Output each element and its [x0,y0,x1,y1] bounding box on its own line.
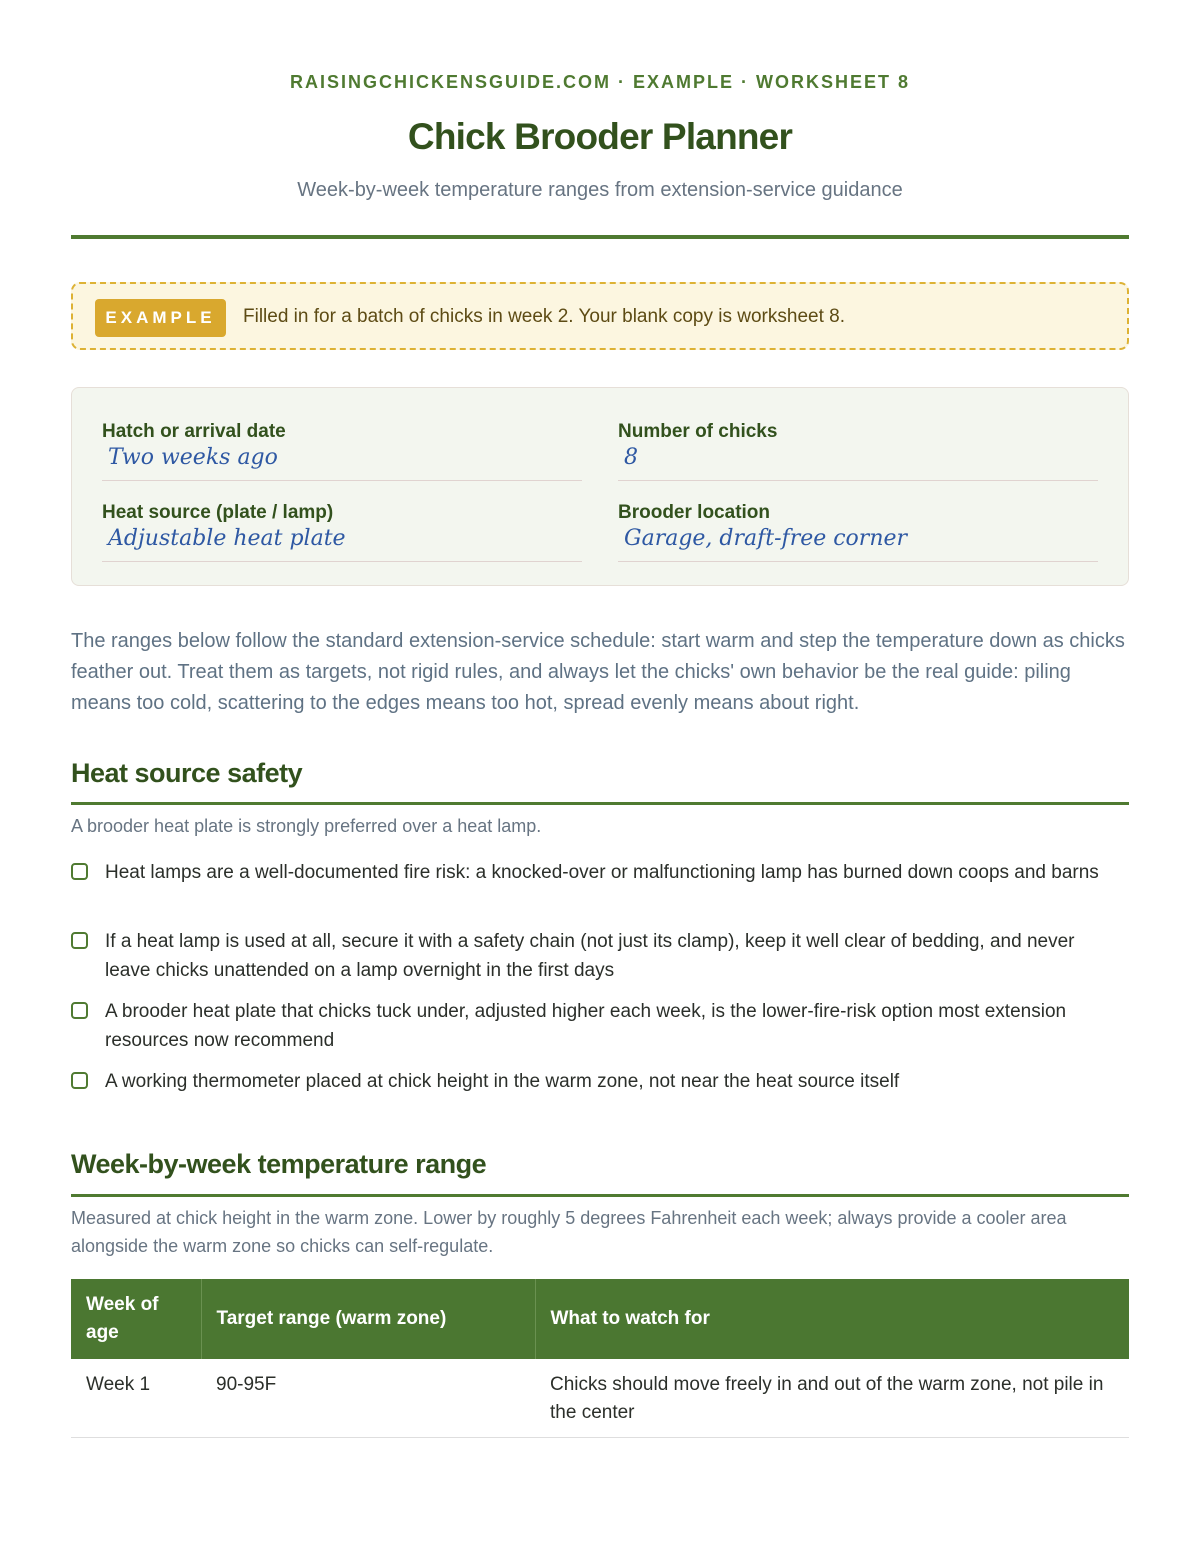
temps-note: Measured at chick height in the warm zone. Lower by roughly 5 degrees Fahrenheit each week; always provide a cooler area alongside the warm zone so chicks can self-regulate. [71,1208,1067,1256]
checkbox[interactable] [71,863,88,880]
field-label: Brooder location [618,502,771,523]
checklist-text: A brooder heat plate that chicks tuck under, adjusted higher each week, is the lower-fire-risk option most extension resources now recommend [105,1001,1067,1051]
intro-paragraph: The ranges below follow the standard extension-service schedule: start warm and step the temperature down as chicks feather out. Treat them as targets, not rigid rules, and always let the chicks' own behavior be the real guide: piling means too cold, scattering to the edges means too hot, spread evenly means about right. [71,630,1125,714]
checkbox[interactable] [71,1002,88,1019]
field-underline [618,561,1098,562]
cell-week: Week 1 [71,1359,201,1438]
example-badge: EXAMPLE [95,299,226,337]
column-header-week: Week of age [71,1279,201,1359]
section-divider [71,802,1129,805]
field-value: 8 [624,445,638,470]
page-subtitle: Week-by-week temperature ranges from extension-service guidance [297,179,903,201]
checklist-text: Heat lamps are a well-documented fire risk: a knocked-over or malfunctioning lamp has burned down coops and barns [105,862,1099,883]
checklist-text: If a heat lamp is used at all, secure it with a safety chain (not just its clamp), keep it well clear of bedding, and never leave chicks unattended on a lamp overnight in the first days [105,931,1075,981]
column-header-watch: What to watch for [535,1279,1129,1359]
temps-section-heading [71,1149,1129,1180]
checklist-text: A working thermometer placed at chick height in the warm zone, not near the heat source itself [105,1071,900,1092]
field-value: Two weeks ago [108,445,278,470]
example-note: Filled in for a batch of chicks in week 2. Your blank copy is worksheet 8. [243,306,845,327]
checkbox[interactable] [71,932,88,949]
safety-section-heading [71,758,1129,789]
section-heading: Heat source safety [71,758,303,788]
example-banner [71,282,1129,350]
field-label: Heat source (plate / lamp) [102,502,334,523]
field-underline [618,480,1098,481]
field-underline [102,561,582,562]
field-value: Adjustable heat plate [108,526,346,551]
site-kicker: RAISINGCHICKENSGUIDE.COM · EXAMPLE · WORKSHEET 8 [289,72,911,92]
cell-watch-for: Chicks should move freely in and out of the warm zone, not pile in the center [535,1359,1129,1438]
header-divider [71,235,1129,239]
field-underline [102,480,582,481]
column-header-target: Target range (warm zone) [201,1279,535,1359]
safety-note: A brooder heat plate is strongly preferred over a heat lamp. [71,816,542,836]
table-row [71,1359,1129,1438]
page-title: Chick Brooder Planner [407,116,793,157]
checkbox[interactable] [71,1072,88,1089]
section-divider [71,1194,1129,1197]
field-label: Number of chicks [618,421,778,442]
field-value: Garage, draft-free corner [624,526,908,551]
temperature-table [71,1279,1129,1438]
cell-target-range: 90-95F [201,1359,535,1438]
table-header-row [71,1279,1129,1359]
brooder-details-form [71,387,1129,586]
field-label: Hatch or arrival date [102,421,286,442]
section-heading: Week-by-week temperature range [71,1149,487,1179]
